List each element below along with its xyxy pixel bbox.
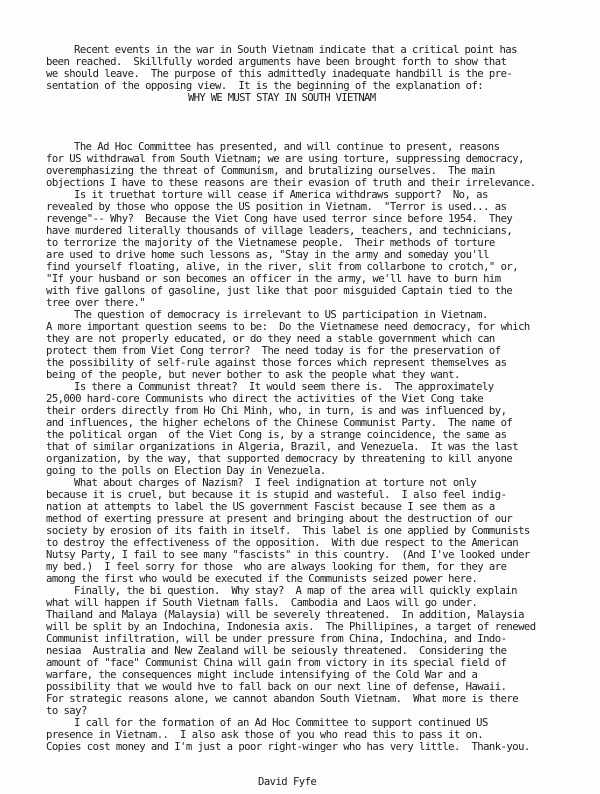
democracy-line: the possibility of self-rule against those forces which represent themselves as — [46, 357, 507, 369]
democracy-line: The question of democracy is irrelevant to US participation in Vietnam. — [74, 309, 488, 321]
finally-line: Communist infiltration, will be under pressure from China, Indochina, and Indo- — [46, 633, 507, 645]
communist-line: 25,000 hard-core Communists who direct the activities of the Viet Cong take — [46, 393, 484, 405]
torture-line: revealed by those who oppose the US position in Vietnam. "Terror is used... as — [46, 201, 507, 213]
call-line: I call for the formation of an Ad Hoc Committee to support continued US — [74, 717, 488, 729]
finally-line: possibility that we would hve to fall back on our next line of defense, Hawaii. — [46, 681, 507, 693]
finally-line: amount of "face" Communist China will gain from victory in its special field of — [46, 657, 507, 669]
call-line: Copies cost money and I'm just a poor right-winger who has very little. Thank-you. — [46, 741, 530, 753]
democracy-line: they are not properly educated, or do they need a stable government which can — [46, 333, 495, 345]
committee-line: overemphasizing the threat of Communism, and brutalizing ourselves. The main — [46, 165, 495, 177]
communist-line: the political organ of the Viet Cong is, by a strange coincidence, the same as — [46, 429, 507, 441]
nazism-line: nation at attempts to label the US government Fascist because I see them as a — [46, 501, 495, 513]
democracy-line: protect them from Viet Cong terror? The need today is for the preservation of — [46, 345, 501, 357]
democracy-line: A more important question seems to be: Do the Vietnamese need democracy, for which — [46, 321, 530, 333]
nazism-line: Nutsy Party, I fail to see many "fascists" in this country. (And I've looked under — [46, 549, 530, 561]
intro-line: we should leave. The purpose of this admittedly inadequate handbill is the pre- — [46, 68, 513, 80]
torture-line: with five gallons of gasoline, just like that poor misguided Captain tied to the — [46, 285, 513, 297]
torture-line: "If your husband or son becomes an officer in the army, we'll have to burn him — [46, 273, 501, 285]
torture-line: find yourself floating, alive, in the river, slit from collarbone to crotch," or, — [46, 261, 519, 273]
nazism-line: What about charges of Nazism? I feel indignation at torture not only — [74, 477, 477, 489]
finally-line: nesiaa Australia and New Zealand will be seiously threatened. Considering the — [46, 645, 507, 657]
torture-line: have murdered literally thousands of village leaders, teachers, and technicians, — [46, 225, 513, 237]
nazism-line: among the first who would be executed if the Communists seized power here. — [46, 573, 478, 585]
torture-line: are used to drive home such lessons as, "Stay in the army and someday you'll — [46, 249, 489, 261]
finally-line: what will happen if South Vietnam falls. Cambodia and Laos will go under. — [46, 597, 478, 609]
committee-line: The Ad Hoc Committee has presented, and will continue to present, reasons — [74, 141, 500, 153]
nazism-line: my bed.) I feel sorry for those who are always looking for them, for they are — [46, 561, 507, 573]
communist-line: their orders directly from Ho Chi Minh, who, in turn, is and was influenced by, — [46, 405, 507, 417]
finally-line: For strategic reasons alone, we cannot abandon South Vietnam. What more is there — [46, 693, 519, 705]
intro-line: sentation of the opposing view. It is the beginning of the explanation of: — [46, 80, 484, 92]
document-title: WHY WE MUST STAY IN SOUTH VIETNAM — [188, 92, 376, 104]
democracy-line: being of the people, but never bother to ask the people what they want. — [46, 369, 460, 381]
communist-line: going to the polls on Election Day in Venezuela. — [46, 465, 326, 477]
communist-line: that of similar organizations in Algeria, Brazil, and Venezuela. It was the last — [46, 441, 519, 453]
nazism-line: because it is cruel, but because it is stupid and wasteful. I also feel indig- — [46, 489, 507, 501]
torture-line: tree over there." — [46, 297, 146, 309]
finally-line: Finally, the bi question. Why stay? A map of the area will quickly explain — [74, 585, 517, 597]
communist-line: and influences, the higher echelons of the Chinese Communist Party. The name of — [46, 417, 513, 429]
committee-line: objections I have to these reasons are their evasion of truth and their irrelevance. — [46, 177, 536, 189]
finally-line: to say? — [46, 705, 87, 717]
intro-line: been reached. Skillfully worded arguments have been brought forth to show that — [46, 56, 507, 68]
call-line: presence in Vietnam.. I also ask those of you who read this to pass it on. — [46, 729, 484, 741]
nazism-line: method of exerting pressure at present and bringing about the destruction of our — [46, 513, 513, 525]
finally-line: will be split by an Indochina, Indonesia axis. The Phillipines, a target of renewed — [46, 621, 536, 633]
intro-line: Recent events in the war in South Vietnam indicate that a critical point has — [74, 44, 517, 56]
torture-line: Is it truethat torture will cease if America withdraws support? No, as — [74, 189, 488, 201]
communist-line: organization, by the way, that supported democracy by threatening to kill anyone — [46, 453, 513, 465]
nazism-line: to destroy the effectiveness of the opposition. With due respect to the American — [46, 537, 519, 549]
finally-line: warfare, the consequences might include intensifying of the Cold War and a — [46, 669, 478, 681]
signature: David Fyfe — [258, 776, 317, 788]
torture-line: revenge"-- Why? Because the Viet Cong have used terror since before 1954. They — [46, 213, 513, 225]
finally-line: Thailand and Malaya (Malaysia) will be severely threatened. In addition, Malaysia — [46, 609, 524, 621]
communist-line: Is there a Communist threat? It would seem there is. The approximately — [74, 381, 494, 393]
torture-line: to terrorize the majority of the Vietnamese people. Their methods of torture — [46, 237, 495, 249]
committee-line: for US withdrawal from South Vietnam; we are using torture, suppressing democracy, — [46, 153, 524, 165]
nazism-line: society by erosion of its faith in itself. This label is one applied by Communists — [46, 525, 530, 537]
